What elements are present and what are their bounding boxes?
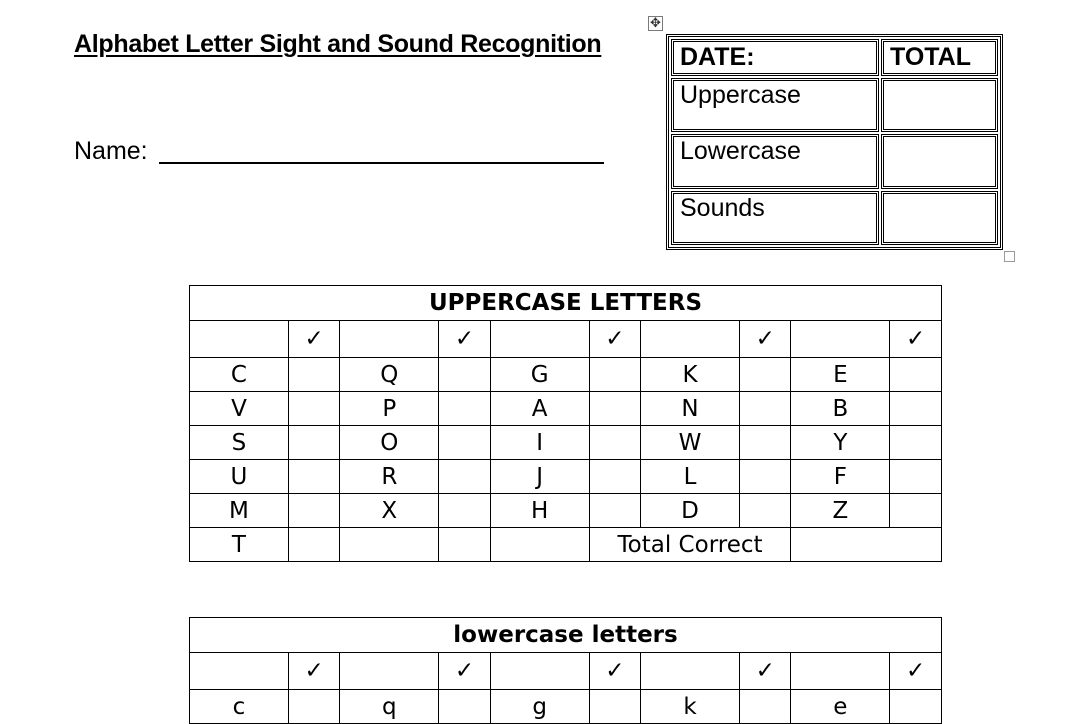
lowercase-letters-table <box>189 617 942 724</box>
worksheet-title: Alphabet Letter Sight and Sound Recognition <box>74 30 602 58</box>
letter-cell: H <box>490 494 589 528</box>
letter-cell: Y <box>791 426 890 460</box>
blank-cell[interactable] <box>340 321 439 358</box>
name-label: Name: <box>74 137 148 165</box>
checkmark-icon: ✓ <box>439 653 490 690</box>
check-cell[interactable] <box>589 494 640 528</box>
letter-cell: S <box>190 426 289 460</box>
check-cell[interactable] <box>890 460 942 494</box>
letter-cell: O <box>340 426 439 460</box>
letter-cell: K <box>641 358 740 392</box>
letter-cell: R <box>340 460 439 494</box>
score-cell-sounds[interactable] <box>881 191 998 245</box>
name-blank-line[interactable] <box>159 162 604 164</box>
check-cell[interactable] <box>890 426 942 460</box>
letter-cell: X <box>340 494 439 528</box>
check-cell[interactable] <box>890 358 942 392</box>
check-cell[interactable] <box>589 392 640 426</box>
blank-cell[interactable] <box>641 653 740 690</box>
blank-cell[interactable] <box>641 321 740 358</box>
check-cell[interactable] <box>739 460 790 494</box>
check-cell[interactable] <box>288 358 339 392</box>
check-cell[interactable] <box>288 392 339 426</box>
score-cell-uppercase[interactable] <box>881 78 998 132</box>
check-cell[interactable] <box>739 494 790 528</box>
check-cell[interactable] <box>739 358 790 392</box>
letter-cell: G <box>490 358 589 392</box>
total-label[interactable]: TOTAL <box>881 39 998 76</box>
score-row-lowercase[interactable]: Lowercase <box>671 134 879 188</box>
check-cell[interactable] <box>890 392 942 426</box>
letter-cell: L <box>641 460 740 494</box>
total-correct-cell[interactable] <box>791 528 942 562</box>
check-cell[interactable] <box>439 358 490 392</box>
blank-cell[interactable] <box>190 321 289 358</box>
blank-cell[interactable] <box>791 653 890 690</box>
blank-cell[interactable] <box>190 653 289 690</box>
check-cell[interactable] <box>739 690 790 724</box>
letter-cell: E <box>791 358 890 392</box>
letter-cell: g <box>490 690 589 724</box>
date-label[interactable]: DATE: <box>671 39 879 76</box>
table-move-handle-icon[interactable]: ✥ <box>648 16 663 31</box>
check-cell[interactable] <box>439 426 490 460</box>
check-cell[interactable] <box>288 426 339 460</box>
blank-cell[interactable] <box>490 321 589 358</box>
checkmark-icon: ✓ <box>288 321 339 358</box>
table-resize-handle-icon[interactable] <box>1004 251 1015 262</box>
score-row-uppercase[interactable]: Uppercase <box>671 78 879 132</box>
lowercase-table-title: lowercase letters <box>190 618 942 653</box>
letter-cell: M <box>190 494 289 528</box>
letter-cell: c <box>190 690 289 724</box>
blank-cell[interactable] <box>791 321 890 358</box>
check-cell[interactable] <box>589 358 640 392</box>
checkmark-icon: ✓ <box>739 321 790 358</box>
checkmark-icon: ✓ <box>288 653 339 690</box>
letter-cell: U <box>190 460 289 494</box>
letter-cell: q <box>340 690 439 724</box>
check-cell[interactable] <box>890 690 942 724</box>
score-cell-lowercase[interactable] <box>881 134 998 188</box>
letter-cell: V <box>190 392 289 426</box>
blank-cell[interactable] <box>340 653 439 690</box>
check-cell[interactable] <box>288 494 339 528</box>
letter-cell: I <box>490 426 589 460</box>
check-cell[interactable] <box>439 392 490 426</box>
letter-cell: Q <box>340 358 439 392</box>
score-table <box>666 34 1003 250</box>
letter-cell: A <box>490 392 589 426</box>
check-cell[interactable] <box>589 426 640 460</box>
letter-cell: e <box>791 690 890 724</box>
blank-cell[interactable] <box>490 653 589 690</box>
letter-cell: N <box>641 392 740 426</box>
check-cell[interactable] <box>589 690 640 724</box>
letter-cell: Z <box>791 494 890 528</box>
score-row-sounds[interactable]: Sounds <box>671 191 879 245</box>
check-cell[interactable] <box>439 690 490 724</box>
uppercase-table-title: UPPERCASE LETTERS <box>190 286 942 321</box>
check-cell[interactable] <box>890 494 942 528</box>
checkmark-icon: ✓ <box>589 653 640 690</box>
blank-cell <box>490 528 589 562</box>
letter-cell: P <box>340 392 439 426</box>
check-cell[interactable] <box>439 460 490 494</box>
letter-cell: J <box>490 460 589 494</box>
blank-cell <box>340 528 439 562</box>
checkmark-icon: ✓ <box>890 321 942 358</box>
check-cell[interactable] <box>439 494 490 528</box>
uppercase-letters-table <box>189 285 942 562</box>
letter-cell: F <box>791 460 890 494</box>
letter-cell: T <box>190 528 289 562</box>
checkmark-icon: ✓ <box>589 321 640 358</box>
checkmark-icon: ✓ <box>890 653 942 690</box>
letter-cell: C <box>190 358 289 392</box>
letter-cell: W <box>641 426 740 460</box>
checkmark-icon: ✓ <box>739 653 790 690</box>
checkmark-icon: ✓ <box>439 321 490 358</box>
check-cell[interactable] <box>589 460 640 494</box>
letter-cell: k <box>641 690 740 724</box>
check-cell[interactable] <box>288 690 339 724</box>
letter-cell: B <box>791 392 890 426</box>
check-cell[interactable] <box>288 460 339 494</box>
letter-cell: D <box>641 494 740 528</box>
blank-cell <box>439 528 490 562</box>
total-correct-label: Total Correct <box>589 528 791 562</box>
check-cell[interactable] <box>739 426 790 460</box>
check-cell[interactable] <box>739 392 790 426</box>
check-cell[interactable] <box>288 528 339 562</box>
